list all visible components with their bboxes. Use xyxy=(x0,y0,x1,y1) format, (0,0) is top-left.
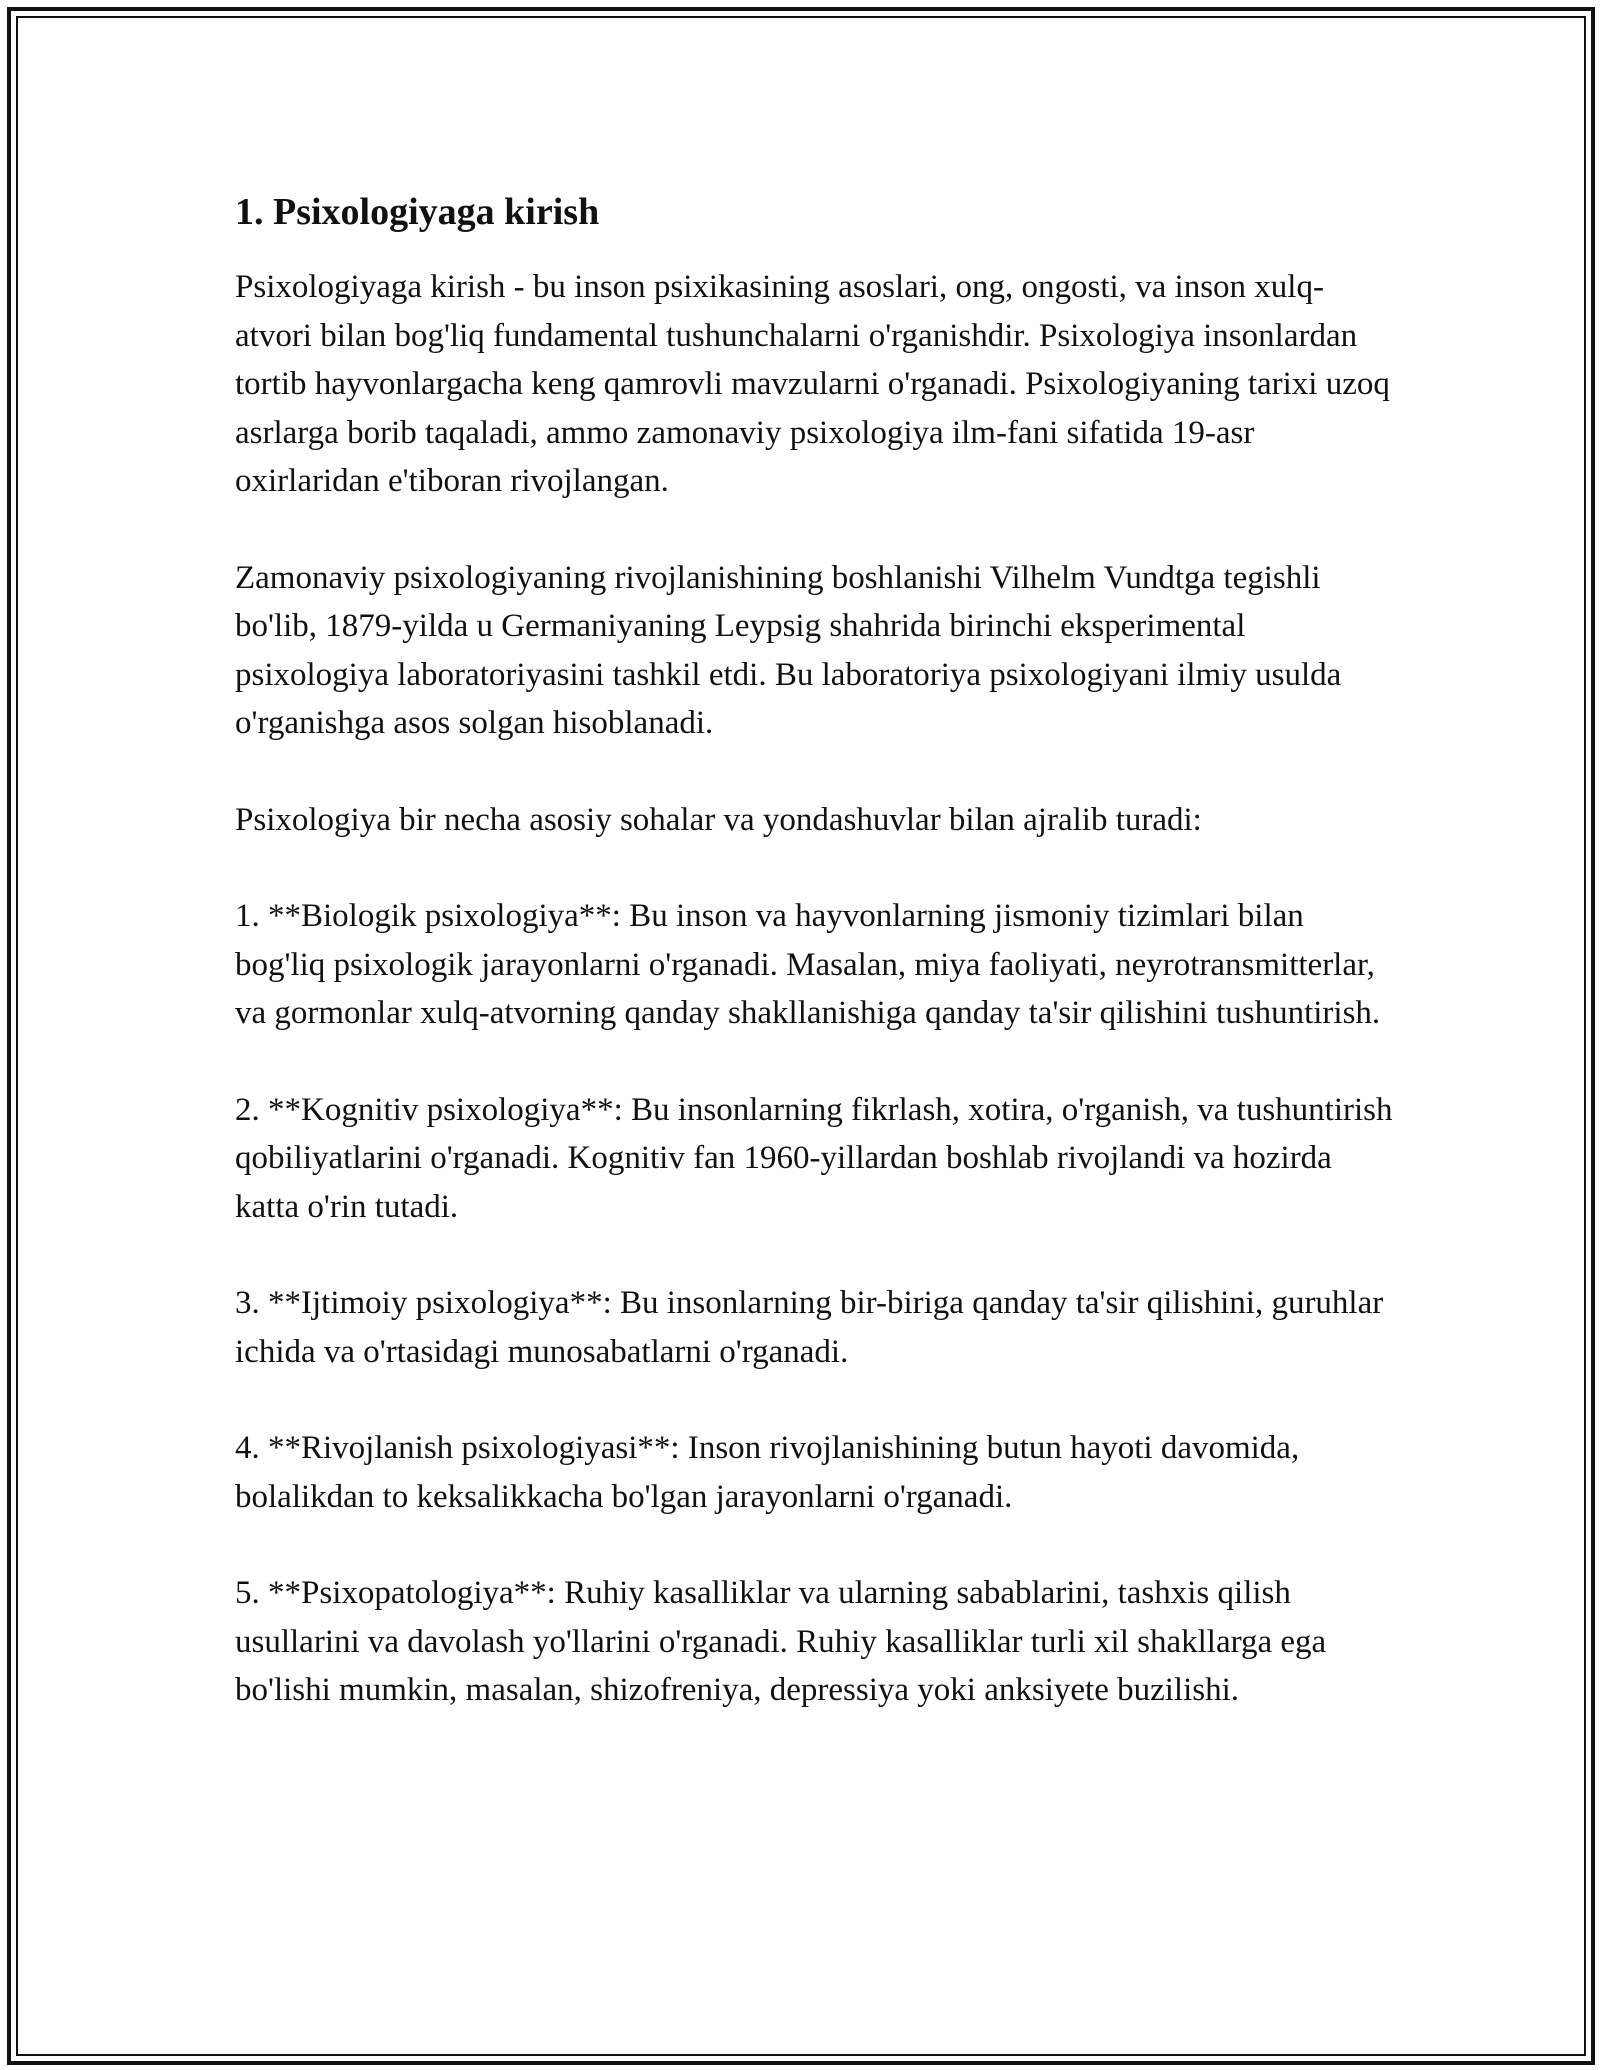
document-body xyxy=(235,184,1395,1715)
list-item-social: 3. **Ijtimoiy psixologiya**: Bu insonlarning bir-biriga qanday ta'sir qilishini, guruhlar ichida va o'rtasidagi munosabatlarni o'rganadi. xyxy=(235,1285,1384,1370)
list-item-cognitive: 2. **Kognitiv psixologiya**: Bu insonlarning fikrlash, xotira, o'rganish, va tushuntirish qobiliyatlarini o'rganadi. Kognitiv fan 1960-yillardan boshlab rivojlandi va hozirda katta o'rin tutadi. xyxy=(235,1091,1393,1225)
list-item-developmental: 4. **Rivojlanish psixologiyasi**: Inson rivojlanishining butun hayoti davomida, bolalikdan to keksalikkacha bo'lgan jarayonlarni o'rganadi. xyxy=(235,1430,1300,1515)
section-heading: 1. Psixologiyaga kirish xyxy=(235,191,600,233)
list-item-biological: 1. **Biologik psixologiya**: Bu inson va hayvonlarning jismoniy tizimlari bilan bog'liq psixologik jarayonlarni o'rganadi. Masalan, miya faoliyati, neyrotransmitterlar, va gormonlar xulq-atvorning qanday shakllanishiga qanday ta'sir qilishini tushuntirish. xyxy=(235,898,1381,1031)
paragraph-intro: Psixologiyaga kirish - bu inson psixikasining asoslari, ong, ongosti, va inson xulq-atvori bilan bog'liq fundamental tushunchalarni o'rganishdir. Psixologiya insonlardan tortib hayvonlargacha keng qamrovli mavzularni o'rganadi. Psixologiyaning tarixi uzoq asrlarga borib taqaladi, ammo zamonaviy psixologiya ilm-fani sifatida 19-asr oxirlaridan e'tiboran rivojlangan. xyxy=(235,269,1390,499)
paragraph-history: Zamonaviy psixologiyaning rivojlanishining boshlanishi Vilhelm Vundtga tegishli bo'lib, 1879-yilda u Germaniyaning Leypsig shahrida birinchi eksperimental psixologiya laboratoriyasini tashkil etdi. Bu laboratoriya psixologiyani ilmiy usulda o'rganishga asos solgan hisoblanadi. xyxy=(235,559,1342,741)
paragraph-fields-intro: Psixologiya bir necha asosiy sohalar va yondashuvlar bilan ajralib turadi: xyxy=(235,801,1202,838)
list-item-psychopathology: 5. **Psixopatologiya**: Ruhiy kasalliklar va ularning sabablarini, tashxis qilish usullarini va davolash yo'llarini o'rganadi. Ruhiy kasalliklar turli xil shakllarga ega bo'lishi mumkin, masalan, shizofreniya, depressiya yoki anksiyete buzilishi. xyxy=(235,1575,1327,1708)
